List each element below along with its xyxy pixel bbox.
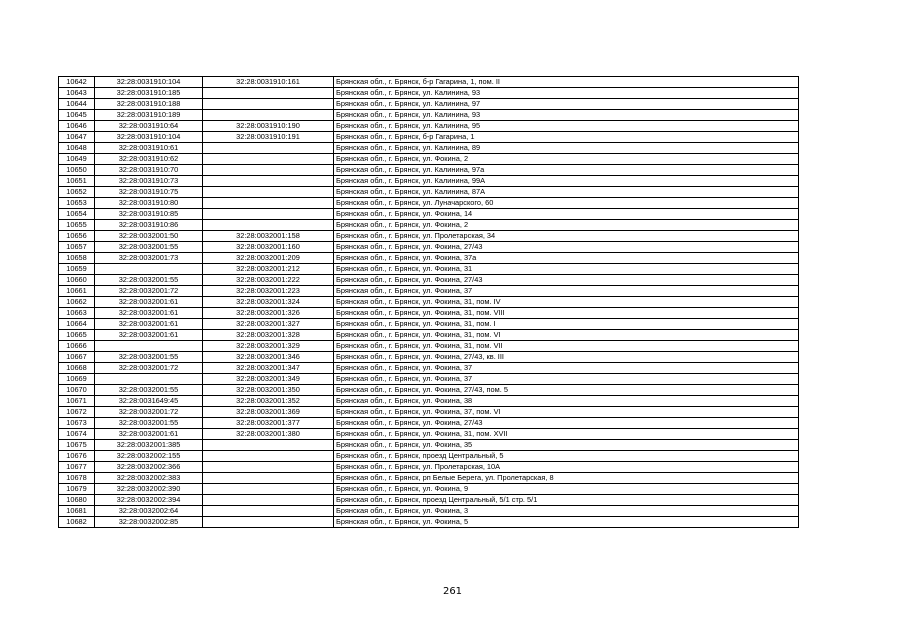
table-row: [59, 297, 799, 308]
table-row: [59, 396, 799, 407]
object-cadastral-number-cell: 32:28:0032001:326: [203, 308, 334, 319]
object-cadastral-number-cell: 32:28:0032001:347: [203, 363, 334, 374]
record-number-cell: 10652: [59, 187, 95, 198]
object-cadastral-number-cell: [203, 473, 334, 484]
record-number-cell: 10644: [59, 99, 95, 110]
address-cell: Брянская обл., г. Брянск, ул. Калинина, 89: [334, 143, 799, 154]
address-cell: Брянская обл., г. Брянск, ул. Фокина, 38: [334, 396, 799, 407]
address-cell: Брянская обл., г. Брянск, ул. Фокина, 31, пом. VIII: [334, 308, 799, 319]
parcel-cadastral-number-cell: 32:28:0032001:61: [95, 297, 203, 308]
record-number-cell: 10677: [59, 462, 95, 473]
parcel-cadastral-number-cell: 32:28:0032002:64: [95, 506, 203, 517]
parcel-cadastral-number-cell: 32:28:0031910:80: [95, 198, 203, 209]
table-row: [59, 132, 799, 143]
record-number-cell: 10653: [59, 198, 95, 209]
address-cell: Брянская обл., г. Брянск, б-р Гагарина, 1: [334, 132, 799, 143]
parcel-cadastral-number-cell: 32:28:0032001:55: [95, 352, 203, 363]
record-number-cell: 10647: [59, 132, 95, 143]
address-cell: Брянская обл., г. Брянск, ул. Фокина, 37, пом. VI: [334, 407, 799, 418]
record-number-cell: 10664: [59, 319, 95, 330]
table-row: [59, 121, 799, 132]
parcel-cadastral-number-cell: 32:28:0031910:104: [95, 132, 203, 143]
table-row: [59, 77, 799, 88]
record-number-cell: 10679: [59, 484, 95, 495]
parcel-cadastral-number-cell: 32:28:0031649:45: [95, 396, 203, 407]
table-row: [59, 286, 799, 297]
record-number-cell: 10676: [59, 451, 95, 462]
parcel-cadastral-number-cell: 32:28:0032001:61: [95, 308, 203, 319]
address-cell: Брянская обл., г. Брянск, ул. Фокина, 2: [334, 154, 799, 165]
object-cadastral-number-cell: [203, 506, 334, 517]
object-cadastral-number-cell: 32:28:0031910:191: [203, 132, 334, 143]
record-number-cell: 10650: [59, 165, 95, 176]
record-number-cell: 10651: [59, 176, 95, 187]
record-number-cell: 10658: [59, 253, 95, 264]
parcel-cadastral-number-cell: 32:28:0032001:61: [95, 429, 203, 440]
address-cell: Брянская обл., г. Брянск, ул. Фокина, 5: [334, 517, 799, 528]
table-row: [59, 209, 799, 220]
record-number-cell: 10670: [59, 385, 95, 396]
table-row: [59, 352, 799, 363]
address-cell: Брянская обл., г. Брянск, ул. Фокина, 3: [334, 506, 799, 517]
parcel-cadastral-number-cell: 32:28:0031910:104: [95, 77, 203, 88]
address-cell: Брянская обл., г. Брянск, ул. Фокина, 31, пом. XVII: [334, 429, 799, 440]
object-cadastral-number-cell: 32:28:0032001:329: [203, 341, 334, 352]
table-row: [59, 484, 799, 495]
table-row: [59, 165, 799, 176]
register-table: [58, 76, 799, 528]
record-number-cell: 10665: [59, 330, 95, 341]
parcel-cadastral-number-cell: 32:28:0032002:155: [95, 451, 203, 462]
record-number-cell: 10671: [59, 396, 95, 407]
object-cadastral-number-cell: [203, 143, 334, 154]
record-number-cell: 10645: [59, 110, 95, 121]
table-row: [59, 319, 799, 330]
object-cadastral-number-cell: [203, 220, 334, 231]
object-cadastral-number-cell: [203, 154, 334, 165]
object-cadastral-number-cell: [203, 187, 334, 198]
table-row: [59, 517, 799, 528]
table-row: [59, 363, 799, 374]
address-cell: Брянская обл., г. Брянск, рп Белые Берега, ул. Пролетарская, 8: [334, 473, 799, 484]
object-cadastral-number-cell: 32:28:0032001:350: [203, 385, 334, 396]
record-number-cell: 10680: [59, 495, 95, 506]
record-number-cell: 10681: [59, 506, 95, 517]
parcel-cadastral-number-cell: 32:28:0032002:366: [95, 462, 203, 473]
parcel-cadastral-number-cell: 32:28:0032001:72: [95, 363, 203, 374]
object-cadastral-number-cell: 32:28:0032001:327: [203, 319, 334, 330]
address-cell: Брянская обл., г. Брянск, ул. Калинина, 93: [334, 88, 799, 99]
table-row: [59, 308, 799, 319]
page-number: 261: [442, 586, 463, 597]
object-cadastral-number-cell: [203, 484, 334, 495]
object-cadastral-number-cell: [203, 462, 334, 473]
record-number-cell: 10666: [59, 341, 95, 352]
object-cadastral-number-cell: [203, 99, 334, 110]
address-cell: Брянская обл., г. Брянск, ул. Фокина, 37: [334, 374, 799, 385]
record-number-cell: 10667: [59, 352, 95, 363]
parcel-cadastral-number-cell: 32:28:0031910:188: [95, 99, 203, 110]
address-cell: Брянская обл., г. Брянск, проезд Центральный, 5: [334, 451, 799, 462]
table-row: [59, 473, 799, 484]
address-cell: Брянская обл., г. Брянск, ул. Фокина, 37: [334, 363, 799, 374]
address-cell: Брянская обл., г. Брянск, ул. Фокина, 9: [334, 484, 799, 495]
record-number-cell: 10649: [59, 154, 95, 165]
address-cell: Брянская обл., г. Брянск, ул. Фокина, 31, пом. VII: [334, 341, 799, 352]
table-row: [59, 341, 799, 352]
object-cadastral-number-cell: 32:28:0032001:352: [203, 396, 334, 407]
record-number-cell: 10673: [59, 418, 95, 429]
address-cell: Брянская обл., г. Брянск, ул. Калинина, 97: [334, 99, 799, 110]
table-row: [59, 462, 799, 473]
register-table-body: [59, 77, 799, 528]
object-cadastral-number-cell: [203, 517, 334, 528]
parcel-cadastral-number-cell: 32:28:0032002:390: [95, 484, 203, 495]
object-cadastral-number-cell: [203, 495, 334, 506]
parcel-cadastral-number-cell: 32:28:0032002:85: [95, 517, 203, 528]
record-number-cell: 10682: [59, 517, 95, 528]
table-row: [59, 495, 799, 506]
table-row: [59, 264, 799, 275]
address-cell: Брянская обл., г. Брянск, б-р Гагарина, 1, пом. II: [334, 77, 799, 88]
parcel-cadastral-number-cell: 32:28:0032002:383: [95, 473, 203, 484]
record-number-cell: 10656: [59, 231, 95, 242]
parcel-cadastral-number-cell: 32:28:0031910:185: [95, 88, 203, 99]
object-cadastral-number-cell: [203, 451, 334, 462]
parcel-cadastral-number-cell: 32:28:0031910:73: [95, 176, 203, 187]
table-row: [59, 407, 799, 418]
record-number-cell: 10663: [59, 308, 95, 319]
object-cadastral-number-cell: 32:28:0032001:222: [203, 275, 334, 286]
object-cadastral-number-cell: [203, 88, 334, 99]
table-row: [59, 99, 799, 110]
table-row: [59, 231, 799, 242]
address-cell: Брянская обл., г. Брянск, ул. Фокина, 31, пом. IV: [334, 297, 799, 308]
table-row: [59, 220, 799, 231]
parcel-cadastral-number-cell: [95, 264, 203, 275]
record-number-cell: 10643: [59, 88, 95, 99]
record-number-cell: 10675: [59, 440, 95, 451]
record-number-cell: 10642: [59, 77, 95, 88]
object-cadastral-number-cell: 32:28:0031910:161: [203, 77, 334, 88]
parcel-cadastral-number-cell: 32:28:0032001:72: [95, 286, 203, 297]
object-cadastral-number-cell: 32:28:0032001:158: [203, 231, 334, 242]
record-number-cell: 10654: [59, 209, 95, 220]
address-cell: Брянская обл., г. Брянск, ул. Калинина, 95: [334, 121, 799, 132]
address-cell: Брянская обл., г. Брянск, ул. Луначарского, 60: [334, 198, 799, 209]
object-cadastral-number-cell: 32:28:0032001:212: [203, 264, 334, 275]
address-cell: Брянская обл., г. Брянск, ул. Фокина, 37а: [334, 253, 799, 264]
table-row: [59, 429, 799, 440]
parcel-cadastral-number-cell: 32:28:0031910:85: [95, 209, 203, 220]
address-cell: Брянская обл., г. Брянск, ул. Фокина, 37: [334, 286, 799, 297]
parcel-cadastral-number-cell: [95, 341, 203, 352]
object-cadastral-number-cell: [203, 440, 334, 451]
object-cadastral-number-cell: 32:28:0032001:160: [203, 242, 334, 253]
record-number-cell: 10648: [59, 143, 95, 154]
object-cadastral-number-cell: 32:28:0032001:346: [203, 352, 334, 363]
address-cell: Брянская обл., г. Брянск, ул. Фокина, 31: [334, 264, 799, 275]
parcel-cadastral-number-cell: 32:28:0032001:50: [95, 231, 203, 242]
parcel-cadastral-number-cell: 32:28:0031910:61: [95, 143, 203, 154]
record-number-cell: 10678: [59, 473, 95, 484]
record-number-cell: 10659: [59, 264, 95, 275]
record-number-cell: 10655: [59, 220, 95, 231]
address-cell: Брянская обл., г. Брянск, ул. Фокина, 27/43, кв. III: [334, 352, 799, 363]
table-row: [59, 143, 799, 154]
address-cell: Брянская обл., г. Брянск, ул. Фокина, 31, пом. VI: [334, 330, 799, 341]
table-row: [59, 506, 799, 517]
object-cadastral-number-cell: 32:28:0032001:328: [203, 330, 334, 341]
parcel-cadastral-number-cell: 32:28:0031910:64: [95, 121, 203, 132]
parcel-cadastral-number-cell: 32:28:0032001:72: [95, 407, 203, 418]
table-row: [59, 275, 799, 286]
address-cell: Брянская обл., г. Брянск, ул. Фокина, 27/43: [334, 275, 799, 286]
parcel-cadastral-number-cell: 32:28:0032001:73: [95, 253, 203, 264]
object-cadastral-number-cell: 32:28:0031910:190: [203, 121, 334, 132]
address-cell: Брянская обл., г. Брянск, ул. Калинина, 97а: [334, 165, 799, 176]
object-cadastral-number-cell: [203, 165, 334, 176]
address-cell: Брянская обл., г. Брянск, ул. Пролетарская, 34: [334, 231, 799, 242]
object-cadastral-number-cell: [203, 176, 334, 187]
record-number-cell: 10660: [59, 275, 95, 286]
parcel-cadastral-number-cell: 32:28:0031910:189: [95, 110, 203, 121]
record-number-cell: 10646: [59, 121, 95, 132]
table-row: [59, 440, 799, 451]
table-row: [59, 385, 799, 396]
table-row: [59, 253, 799, 264]
object-cadastral-number-cell: [203, 209, 334, 220]
address-cell: Брянская обл., г. Брянск, ул. Калинина, 93: [334, 110, 799, 121]
table-row: [59, 187, 799, 198]
object-cadastral-number-cell: 32:28:0032001:369: [203, 407, 334, 418]
object-cadastral-number-cell: 32:28:0032001:209: [203, 253, 334, 264]
parcel-cadastral-number-cell: 32:28:0032001:55: [95, 385, 203, 396]
table-row: [59, 242, 799, 253]
address-cell: Брянская обл., г. Брянск, ул. Фокина, 27/43: [334, 418, 799, 429]
object-cadastral-number-cell: [203, 198, 334, 209]
address-cell: Брянская обл., г. Брянск, проезд Центральный, 5/1 стр. 5/1: [334, 495, 799, 506]
address-cell: Брянская обл., г. Брянск, ул. Калинина, 99А: [334, 176, 799, 187]
table-row: [59, 418, 799, 429]
object-cadastral-number-cell: 32:28:0032001:349: [203, 374, 334, 385]
object-cadastral-number-cell: 32:28:0032001:223: [203, 286, 334, 297]
table-row: [59, 176, 799, 187]
address-cell: Брянская обл., г. Брянск, ул. Фокина, 14: [334, 209, 799, 220]
address-cell: Брянская обл., г. Брянск, ул. Фокина, 31, пом. I: [334, 319, 799, 330]
table-row: [59, 198, 799, 209]
parcel-cadastral-number-cell: 32:28:0032002:394: [95, 495, 203, 506]
table-row: [59, 88, 799, 99]
parcel-cadastral-number-cell: 32:28:0031910:75: [95, 187, 203, 198]
object-cadastral-number-cell: [203, 110, 334, 121]
table-row: [59, 154, 799, 165]
parcel-cadastral-number-cell: 32:28:0032001:55: [95, 275, 203, 286]
parcel-cadastral-number-cell: 32:28:0032001:55: [95, 418, 203, 429]
parcel-cadastral-number-cell: 32:28:0031910:86: [95, 220, 203, 231]
table-row: [59, 374, 799, 385]
record-number-cell: 10657: [59, 242, 95, 253]
address-cell: Брянская обл., г. Брянск, ул. Фокина, 27/43: [334, 242, 799, 253]
address-cell: Брянская обл., г. Брянск, ул. Фокина, 2: [334, 220, 799, 231]
record-number-cell: 10662: [59, 297, 95, 308]
table-row: [59, 330, 799, 341]
object-cadastral-number-cell: 32:28:0032001:324: [203, 297, 334, 308]
parcel-cadastral-number-cell: [95, 374, 203, 385]
parcel-cadastral-number-cell: 32:28:0032001:61: [95, 319, 203, 330]
address-cell: Брянская обл., г. Брянск, ул. Фокина, 35: [334, 440, 799, 451]
record-number-cell: 10669: [59, 374, 95, 385]
parcel-cadastral-number-cell: 32:28:0032001:55: [95, 242, 203, 253]
record-number-cell: 10661: [59, 286, 95, 297]
object-cadastral-number-cell: 32:28:0032001:380: [203, 429, 334, 440]
record-number-cell: 10672: [59, 407, 95, 418]
table-row: [59, 110, 799, 121]
parcel-cadastral-number-cell: 32:28:0032001:385: [95, 440, 203, 451]
record-number-cell: 10674: [59, 429, 95, 440]
parcel-cadastral-number-cell: 32:28:0032001:61: [95, 330, 203, 341]
address-cell: Брянская обл., г. Брянск, ул. Калинина, 87А: [334, 187, 799, 198]
table-row: [59, 451, 799, 462]
record-number-cell: 10668: [59, 363, 95, 374]
address-cell: Брянская обл., г. Брянск, ул. Пролетарская, 10А: [334, 462, 799, 473]
address-cell: Брянская обл., г. Брянск, ул. Фокина, 27/43, пом. 5: [334, 385, 799, 396]
parcel-cadastral-number-cell: 32:28:0031910:62: [95, 154, 203, 165]
object-cadastral-number-cell: 32:28:0032001:377: [203, 418, 334, 429]
parcel-cadastral-number-cell: 32:28:0031910:70: [95, 165, 203, 176]
